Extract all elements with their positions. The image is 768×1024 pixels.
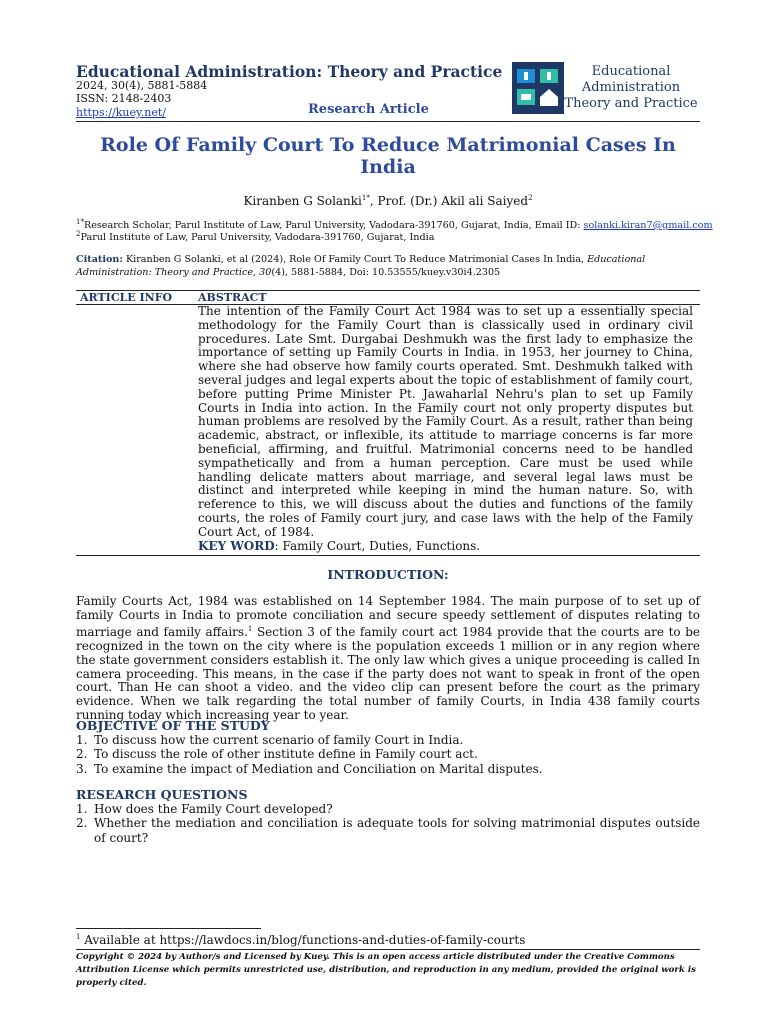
header-rule: [76, 121, 700, 122]
objective-item-1: To discuss how the current scenario of family Court in India.: [94, 733, 464, 747]
introduction-paragraph: [76, 595, 700, 723]
research-questions-heading: RESEARCH QUESTIONS: [76, 787, 248, 802]
list-item: 1. To discuss how the current scenario of family Court in India.: [76, 733, 464, 747]
abstract-bottom-rule: [76, 555, 700, 556]
list-item: 2. To discuss the role of other institute define in Family court act.: [76, 747, 478, 762]
question-item-2: Whether the mediation and conciliation is adequate tools for solving matrimonial disputes outside of court?: [94, 816, 700, 845]
logo-text: [564, 64, 698, 112]
author-1: Kiranben G Solanki: [243, 194, 362, 208]
footnote-text: Available at https://lawdocs.in/blog/functions-and-duties-of-family-courts: [80, 933, 526, 947]
journal-name: Educational Administration: Theory and Practice: [76, 62, 503, 81]
issn: ISSN: 2148-2403: [76, 92, 172, 105]
citation: [76, 253, 700, 279]
affiliation-2-text: Parul Institute of Law, Parul University, Vadodara-391760, Gujarat, India: [80, 232, 435, 244]
logo-line-1: Educational: [591, 64, 671, 79]
question-item-1: How does the Family Court developed?: [94, 802, 333, 816]
footnote-rule: [76, 928, 261, 929]
keywords-text: : Family Court, Duties, Functions.: [274, 539, 481, 553]
research-questions-list: [76, 802, 700, 845]
intro-text-1: Family Courts Act, 1984 was established on 14 September 1984. The main purpose of to set up of family Courts in India to promote conciliation and secure speedy settlement of disputes relating to marriage and family affairs.: [76, 594, 700, 639]
abstract-text: The intention of the Family Court Act 1984 was to set up a essentially special methodology for the Family Court than is classically used in ordinary civil procedures. Late Smt. Durgabai Deshmukh was the first lady to emphasize the importance of setting up Family Courts in India. in 1953, her journey to China, where she had observe how family courts operated. Smt. Deshmukh talked with several judges and legal experts about the topic of establishment of family court, before putting Prime Minister Pt. Jawaharlal Nehru's plan to set up Family Courts in India into action. In the Family court not only property disputes but human problems are resolved by the Family Court. As a result, rather than being academic, abstract, or inflexible, its attitude to marriage concerns is far more beneficial, affirming, and fruitful. Matrimonial concerns need to be handled sympathetically and from a human perception. Care must be used while handling delicate matters about marriage, and several legal laws must be distinct and interpreted while keeping in mind the human nature. So, with reference to this, we will discuss about the duties and functions of the family courts, the roles of Family court jury, and case laws with the help of the Family Court Act, of 1984.: [198, 304, 693, 539]
objective-item-3: To examine the impact of Mediation and Conciliation on Marital disputes.: [94, 761, 543, 776]
book-logo-icon: [512, 62, 564, 114]
list-item: 1. How does the Family Court developed?: [76, 802, 333, 816]
list-item: 3. To examine the impact of Mediation and Conciliation on Marital disputes.: [76, 761, 543, 776]
affiliation-1-mark: 1*: [76, 218, 84, 226]
objective-heading: OBJECTIVE OF THE STUDY: [76, 718, 270, 733]
author-2: , Prof. (Dr.) Akil ali Saiyed: [369, 194, 529, 208]
footnote-mark: 1: [76, 933, 81, 941]
journal-url-link[interactable]: https://kuey.net/: [76, 106, 166, 119]
article-type: Research Article: [308, 102, 429, 117]
footnote-ref[interactable]: 1: [247, 624, 253, 633]
citation-text: Kiranben G Solanki, et al (2024), Role Of Family Court To Reduce Matrimonial Cases In India,: [122, 254, 588, 265]
volume-info: 2024, 30(4), 5881-5884: [76, 79, 208, 92]
citation-doi: (4), 5881-5884, Doi: 10.53555/kuey.v30i4.2305: [271, 267, 501, 278]
objective-item-2: To discuss the role of other institute define in Family court act.: [94, 747, 478, 762]
citation-label: Citation:: [76, 254, 123, 265]
author-2-mark: 2: [528, 194, 533, 202]
paper-title: Role Of Family Court To Reduce Matrimonial Cases In India: [100, 134, 676, 178]
citation-journal: Educational Administration: Theory and Practice: [76, 254, 646, 278]
author-list: [76, 194, 700, 208]
citation-sep: ,: [253, 267, 260, 278]
keywords: [198, 539, 480, 553]
journal-logo: [510, 60, 700, 116]
footer-rule: [76, 949, 700, 950]
abstract-heading: ABSTRACT: [198, 291, 267, 304]
citation-volume: 30: [259, 267, 272, 278]
affiliation-1-text: Research Scholar, Parul Institute of Law, Parul University, Vadodara-391760, Gujarat, India, Email ID:: [83, 220, 584, 232]
objective-list: [76, 733, 700, 776]
intro-text-2: Section 3 of the family court act 1984 provide that the courts are to be recognized in the town on the city where is the population exceeds 1 million or in any region where the state government considers establish it. The only law which gives a unique proceeding is called In camera proceeding. This means, in the case if the party does not want to speak in front of the open court. Than He can shoot a video. and the video clip can present before the court as the primary evidence. When we talk regarding the total number of family Courts, in India 438 family courts running today which increasing year to year.: [76, 624, 700, 723]
email-link[interactable]: solanki.kiran7@gmail.com: [583, 220, 713, 232]
keywords-label: KEY WORD: [198, 539, 275, 553]
logo-line-3: Theory and Practice: [564, 96, 698, 111]
logo-line-2: Administration: [581, 80, 681, 95]
introduction-heading: INTRODUCTION:: [327, 567, 449, 582]
affiliation-2-mark: 2: [76, 230, 81, 238]
affiliation-2: [76, 230, 434, 243]
author-1-mark: 1*: [361, 194, 370, 202]
list-item: 2. Whether the mediation and conciliation is adequate tools for solving matrimonial disputes outside of court?: [76, 816, 700, 845]
article-info-heading: ARTICLE INFO: [80, 291, 173, 304]
copyright-notice: Copyright © 2024 by Author/s and Licensed by Kuey. This is an open access article distributed under the Creative Commons Attribution License which permits unrestricted use, distribution, and reproduction in any medium, provided the original work is properly cited.: [76, 952, 696, 988]
footnote: [76, 933, 525, 947]
